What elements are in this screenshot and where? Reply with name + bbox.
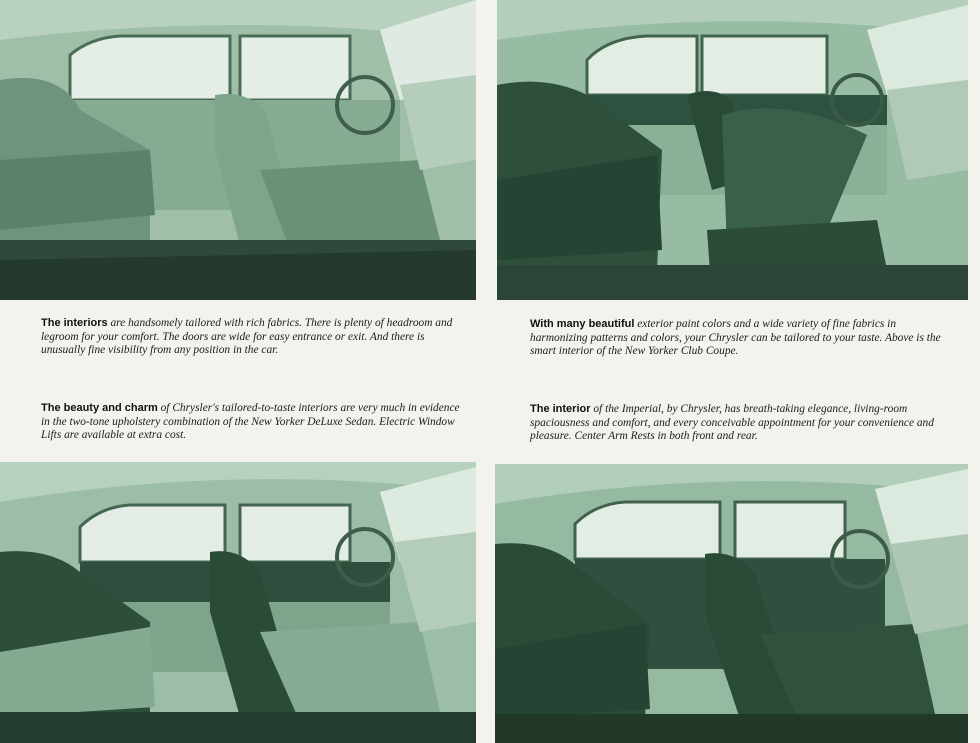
caption-beauty-charm	[41, 402, 461, 443]
interior-photo-top-left	[0, 0, 476, 300]
caption-paint-colors	[530, 318, 950, 359]
caption-lead: The interiors	[41, 317, 108, 329]
interior-photo-top-right	[497, 0, 968, 300]
caption-body: of the Imperial, by Chrysler, has breath-taking elegance, living-room spaciousness and comfort, and every conceivable appointment for your convenience and pleasure. Center Arm Rests in both front and rear.	[530, 403, 934, 443]
caption-lead: The beauty and charm	[41, 402, 158, 414]
caption-lead: The interior	[530, 403, 591, 415]
caption-imperial-interior	[530, 403, 950, 444]
caption-interiors	[41, 317, 461, 358]
caption-body: are handsomely tailored with rich fabrics. There is plenty of headroom and legroom for your comfort. The doors are wide for easy entrance or exit. And there is unusually fine visibility from any position in the car.	[41, 317, 453, 357]
caption-body: of Chrysler's tailored-to-taste interiors are very much in evidence in the two-tone upholstery combination of the New Yorker DeLuxe Sedan. Electric Window Lifts are available at extra cost.	[41, 402, 460, 442]
caption-body: exterior paint colors and a wide variety of fine fabrics in harmonizing patterns and colors, your Chrysler can be tailored to your taste. Above is the smart interior of the New Yorker Club Coupe.	[530, 318, 941, 358]
interior-photo-bottom-left	[0, 462, 476, 743]
interior-photo-bottom-right	[495, 464, 968, 743]
caption-lead: With many beautiful	[530, 318, 635, 330]
